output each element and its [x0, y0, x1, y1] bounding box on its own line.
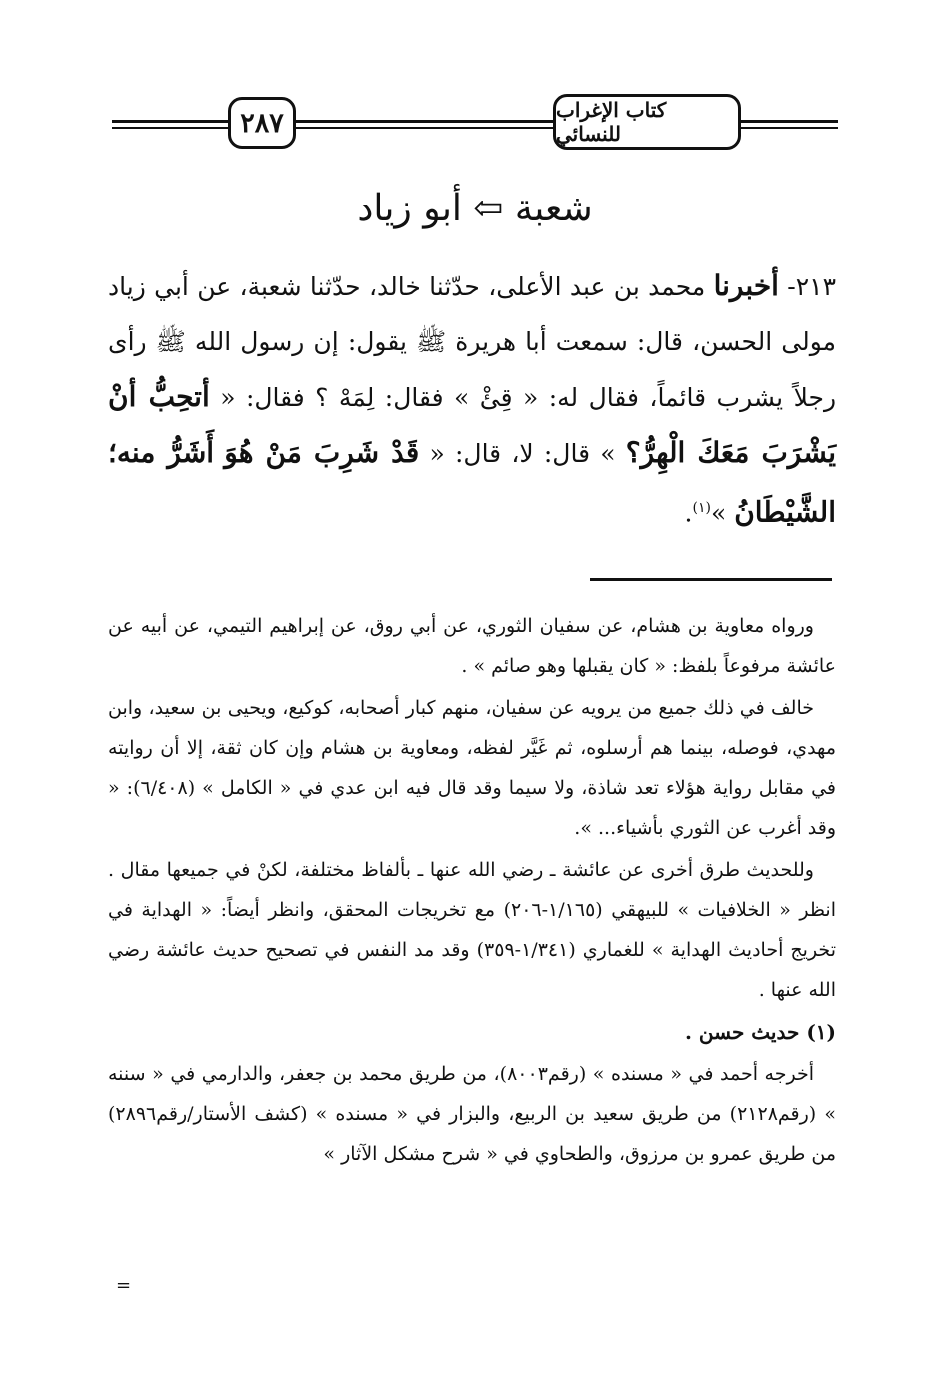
header-rule-middle: [292, 120, 554, 132]
header-rule-right: [740, 120, 838, 132]
hadith-line-3: الله ﷺ رأى رجلاً يشرب قائماً، فقال له: « قِئْ » فقال: لِمَهْ ؟ فقال:: [108, 327, 837, 412]
footnote-ref[interactable]: (١): [692, 500, 711, 516]
note-paragraph-1: ورواه معاوية بن هشام، عن سفيان الثوري، عن أبي روق، عن إبراهيم التيمي، عن أبيه عن عائشة مرفوعاً بلفظ: « كان يقبلها وهو صائم » .: [108, 615, 836, 677]
hadith-line-2: عن أبي زياد مولى الحسن، قال: سمعت أبا هريرة ﷺ يقول: إن رسول: [108, 272, 836, 356]
note-paragraph-4: أخرجه أحمد في « مسنده » (رقم٨٠٠٣)، من طريق محمد بن جعفر، والدارمي في « سننه » (رقم٢١٢٨) من طريق سعيد بن الربيع، والبزار في « مسنده » (كشف الأستار/رقم٢٨٩٦) من طريق عمرو بن مرزوق، والطحاوي في « شرح مشكل الآثار »: [108, 1063, 836, 1165]
page-number: ٢٨٧: [240, 107, 284, 139]
hadith-keyword: أخبرنا: [713, 269, 779, 302]
hadith-mid: » قال: لا، قال: «: [429, 439, 616, 468]
chapter-title: شعبة ⇦ أبو زياد: [357, 188, 593, 229]
continuation-mark: =: [116, 1275, 132, 1296]
hadith-quote-2: قَدْ شَرِبَ مَنْ هُوَ: [224, 436, 420, 469]
hadith-quote-1: أتحِبُّ أنْ يَشْرَبَ مَعَكَ الْهِرُّ؟: [108, 380, 837, 469]
note-paragraph-3: وللحديث طرق أخرى عن عائشة ـ رضي الله عنها ـ بألفاظ مختلفة، لكنْ في جميعها مقال . انظر « الخلافيات » للبيهقي (١/١٦٥-٢٠٦) مع تخريجات المحقق، وانظر أيضاً: « الهداية في تخريج أحاديث الهداية » للغماري (١/٣٤١-٣٥٩) وقد مد النفس في تصحيح حديث عائشة رضي الله عنها .: [108, 859, 836, 1001]
quote-open: «: [220, 383, 236, 412]
footnote-divider: [590, 578, 832, 581]
quote-close: »: [710, 498, 727, 528]
footnote-label: (١) حديث حسن .: [684, 1020, 836, 1044]
book-title-box: [553, 94, 741, 150]
note-paragraph-2: خالف في ذلك جميع من يرويه عن سفيان، منهم كبار أصحابه، كوكيع، ويحيى بن سعيد، وابن مهدي، فوصله، بينما هم أرسلوه، ثم غَيَّر لفظه، ومعاوية بن هشام وإن كان ثقة، إلا أن روايته في مقابل رواية هؤلاء تعد شاذة، ولا سيما وقد قال فيه ابن عدي في « الكامل » (٦/٤٠٨): « وقد أغرب عن الثوري بأشياء... ».: [108, 697, 836, 839]
hadith-end: .: [684, 498, 693, 528]
header-rule-left: [112, 120, 232, 132]
page-number-box: [228, 97, 296, 149]
footnotes: [108, 606, 836, 1296]
hadith-text: [108, 258, 836, 540]
book-title: كتاب الإغراب للنسائي: [556, 98, 667, 146]
hadith-quote-3: أَشَرُّ منه؛ الشَّيْطَانُ: [108, 436, 836, 529]
hadith-line-1: محمد بن عبد الأعلى، حدّثنا خالد، حدّثنا شعبة،: [239, 272, 706, 301]
hadith-number: ٢١٣-: [787, 272, 837, 301]
